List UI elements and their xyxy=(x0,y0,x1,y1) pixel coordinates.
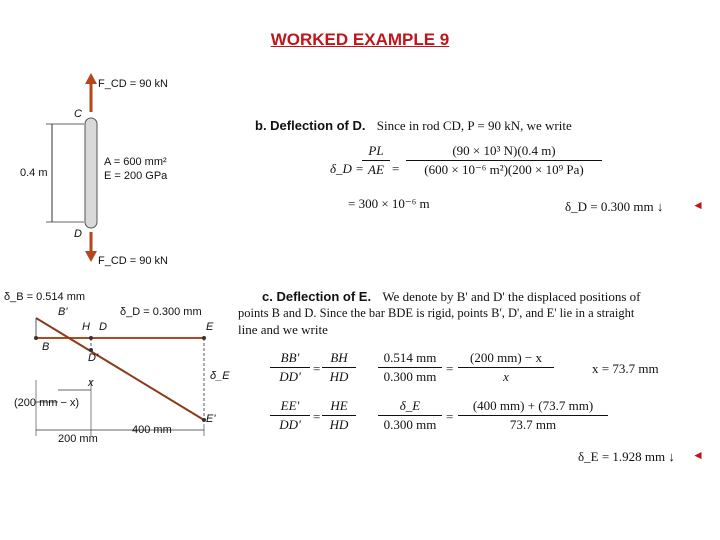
e-prime-label: E' xyxy=(206,413,216,425)
eq1-equals-a: = xyxy=(313,361,321,376)
bb-num: BB' xyxy=(270,350,310,368)
eq1-den-left: 0.300 mm xyxy=(383,369,437,384)
eq2-right-fraction xyxy=(458,398,608,433)
span-400-label: 400 mm xyxy=(132,424,172,436)
eq2-num-right: (400 mm) + (73.7 mm) xyxy=(458,398,608,416)
pl-over-ae xyxy=(362,143,390,178)
eq2-den-right: 73.7 mm xyxy=(509,417,557,432)
delta-e-label: δ_E xyxy=(210,370,230,382)
part-c-line2: points B and D. Since the bar BDE is rigid, points B', D', and E' lie in a straight xyxy=(238,306,635,320)
ee-num: EE' xyxy=(270,398,310,416)
bb-over-dd xyxy=(270,350,310,385)
rod-cd-figure xyxy=(46,73,97,262)
dd2-den: DD' xyxy=(279,417,301,432)
point-d-label: D xyxy=(74,228,82,240)
h-label: H xyxy=(82,321,90,333)
part-b-intro: Since in rod CD, P = 90 kN, we write xyxy=(376,118,572,133)
b-prime-label: B' xyxy=(58,306,68,318)
b-label: B xyxy=(42,341,50,353)
part-c-first-line xyxy=(262,289,641,305)
eq2-left-fraction xyxy=(378,398,442,433)
force-arrowhead-bottom xyxy=(85,251,97,262)
delta-d-lhs: δ_D = xyxy=(330,161,364,176)
x-label: x xyxy=(88,377,94,389)
part-b-intro-line xyxy=(255,118,572,134)
eq2-num-left: δ_E xyxy=(378,398,442,416)
force-label-top: F_CD = 90 kN xyxy=(98,78,168,90)
bar-bde-figure xyxy=(34,318,206,436)
page-title: WORKED EXAMPLE 9 xyxy=(270,30,450,49)
point-c-label: C xyxy=(74,108,82,120)
delta-d-result: = 300 × 10⁻⁶ m xyxy=(348,196,430,211)
eq1-right-fraction xyxy=(458,350,554,385)
numeric-fraction xyxy=(406,143,602,178)
eq1-left-fraction xyxy=(378,350,442,385)
he-over-hd xyxy=(322,398,356,433)
part-c-line1: We denote by B' and D' the displaced positions of xyxy=(382,289,641,304)
eq2-equals-a: = xyxy=(313,409,321,424)
marker-arrow-b: ◄ xyxy=(692,198,704,212)
part-c-line3: line and we write xyxy=(238,322,328,337)
equals-sign: = xyxy=(392,161,400,176)
modulus-label: E = 200 GPa xyxy=(104,170,168,182)
ae-den: AE xyxy=(368,162,384,177)
delta-d-fig-label: δ_D = 0.300 mm xyxy=(120,306,202,318)
ee-over-dd xyxy=(270,398,310,433)
rod-cd xyxy=(85,118,97,228)
force-label-bottom: F_CD = 90 kN xyxy=(98,255,168,267)
eq1-den-right: x xyxy=(503,369,509,384)
d-prime-label: D' xyxy=(88,352,99,364)
hd-den: HD xyxy=(329,369,349,384)
fraction-num: (90 × 10³ N)(0.4 m) xyxy=(406,143,602,161)
delta-e-answer: δ_E = 1.928 mm ↓ xyxy=(578,449,675,464)
eq1-equals-b: = xyxy=(446,361,454,376)
eq2-equals-b: = xyxy=(446,409,454,424)
delta-b-label: δ_B = 0.514 mm xyxy=(4,291,86,303)
force-arrowhead-top xyxy=(85,73,97,84)
part-b-heading: b. Deflection of D. xyxy=(255,118,366,133)
area-label: A = 600 mm² xyxy=(104,156,167,168)
span-200-label: 200 mm xyxy=(58,433,98,445)
dd-den: DD' xyxy=(279,369,301,384)
bh-over-hd xyxy=(322,350,356,385)
bh-num: BH xyxy=(322,350,356,368)
e-label: E xyxy=(206,321,214,333)
eq1-num-right: (200 mm) − x xyxy=(458,350,554,368)
x-result: x = 73.7 mm xyxy=(592,361,659,376)
span-200-x-label: (200 mm − x) xyxy=(14,397,80,409)
eq1-num-left: 0.514 mm xyxy=(378,350,442,368)
eq2-den-left: 0.300 mm xyxy=(383,417,437,432)
length-label: 0.4 m xyxy=(20,167,48,179)
hd2-den: HD xyxy=(329,417,349,432)
d-label: D xyxy=(99,321,107,333)
marker-arrow-c: ◄ xyxy=(692,448,704,462)
part-c-heading: c. Deflection of E. xyxy=(262,289,372,304)
he-num: HE xyxy=(322,398,356,416)
pl-num: PL xyxy=(362,143,390,161)
fraction-den: (600 × 10⁻⁶ m²)(200 × 10⁹ Pa) xyxy=(424,162,584,177)
delta-d-answer: δ_D = 0.300 mm ↓ xyxy=(565,199,664,214)
